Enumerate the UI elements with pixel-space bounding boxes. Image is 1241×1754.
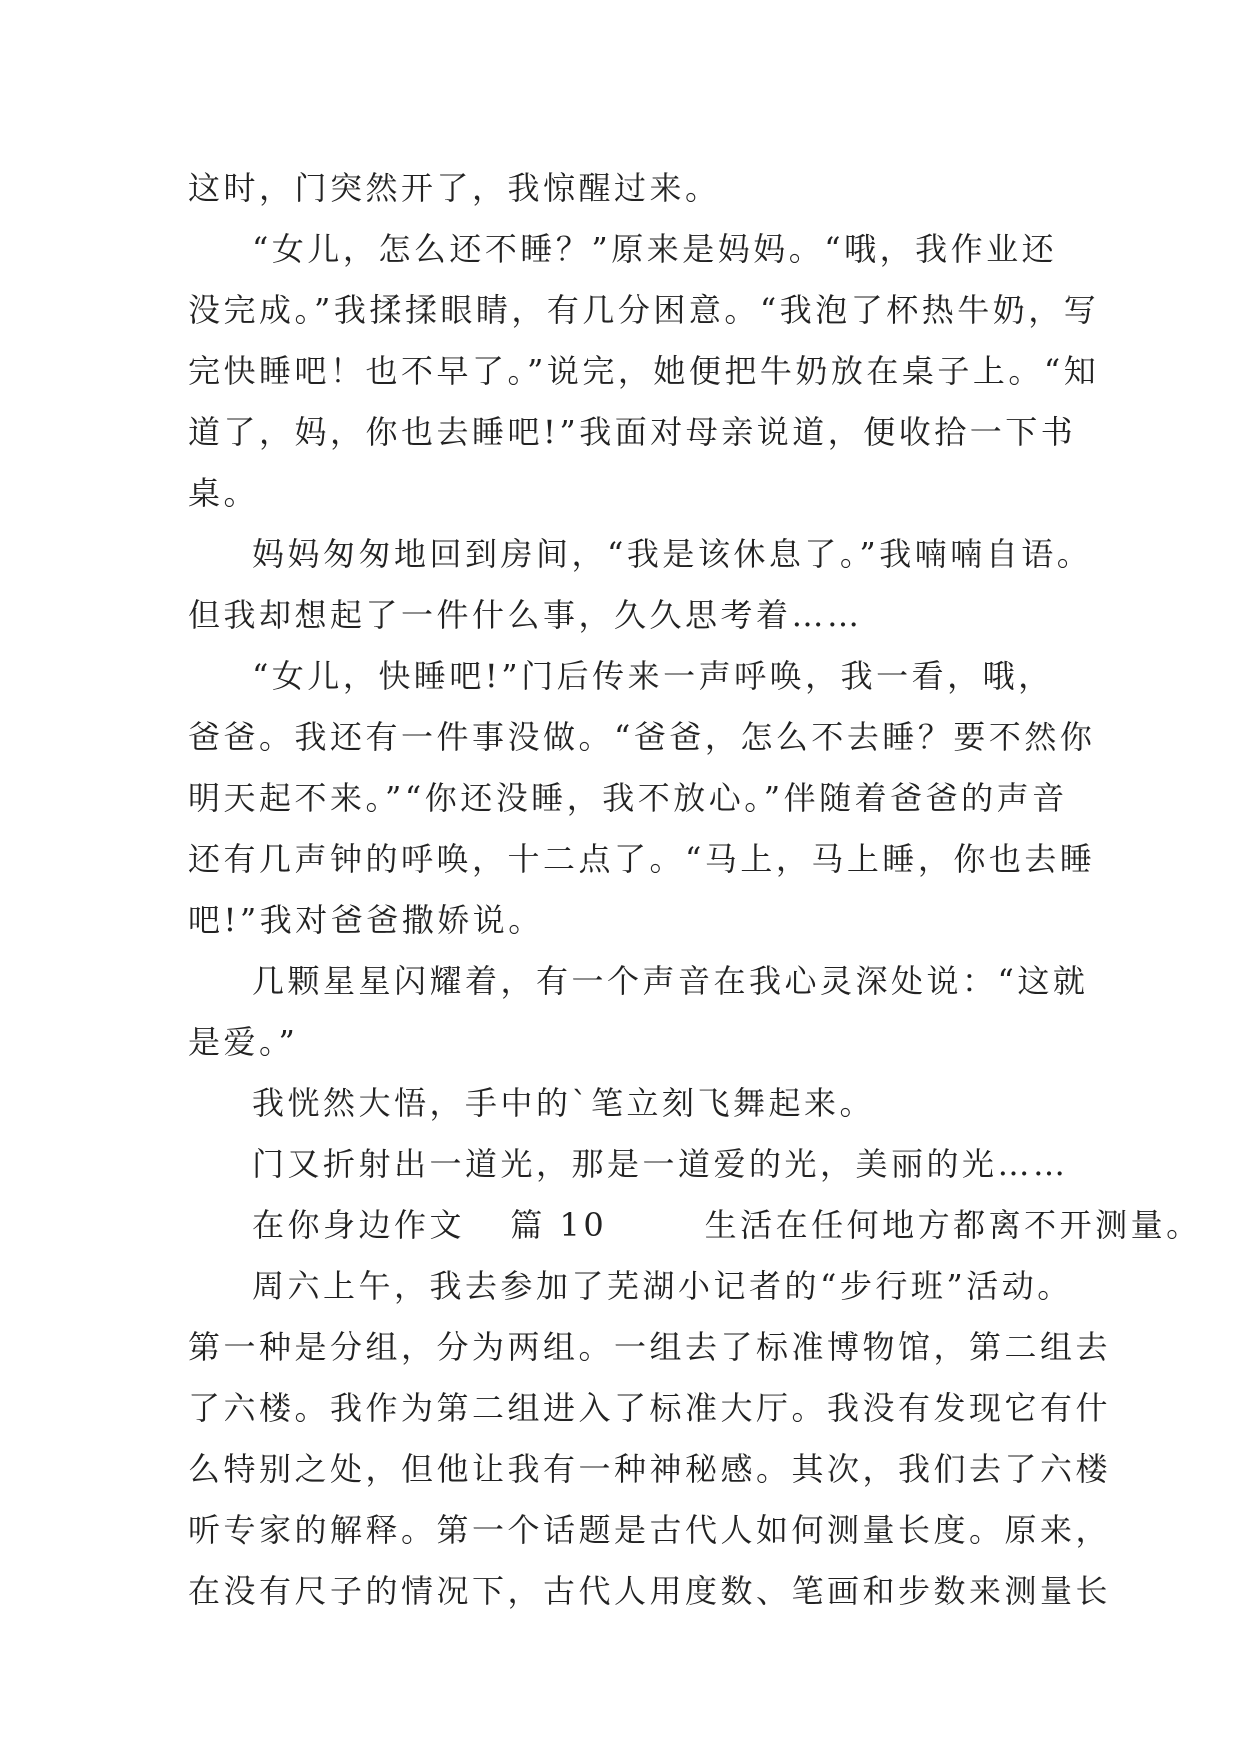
document-body — [188, 158, 1202, 1622]
section-heading-line — [188, 1195, 1202, 1256]
text-line: 道了，妈，你也去睡吧!”我面对母亲说道，便收拾一下书 — [188, 413, 1077, 451]
section-first-sentence: 生活在任何地方都离不开测量。 — [704, 1206, 1202, 1244]
text-line: 吧!”我对爸爸撒娇说。 — [188, 901, 544, 939]
text-line: 明天起不来。”“你还没睡，我不放心。”伴随着爸爸的声音 — [188, 779, 1068, 817]
section-number: 篇 10 — [510, 1206, 608, 1244]
text-line: 听专家的解释。第一个话题是古代人如何测量长度。原来， — [188, 1511, 1112, 1549]
text-line: 爸爸。我还有一件事没做。“爸爸，怎么不去睡？要不然你 — [188, 718, 1096, 756]
text-line: 几颗星星闪耀着，有一个声音在我心灵深处说：“这就 — [252, 962, 1089, 1000]
text-line: 桌。 — [188, 474, 260, 512]
text-line: 周六上午，我去参加了芜湖小记者的“步行班”活动。 — [252, 1267, 1073, 1305]
text-line: “女儿，快睡吧!”门后传来一声呼唤，我一看，哦， — [252, 657, 1054, 695]
text-line: 么特别之处，但他让我有一种神秘感。其次，我们去了六楼 — [188, 1450, 1112, 1488]
text-line: 我恍然大悟，手中的`笔立刻飞舞起来。 — [252, 1084, 876, 1122]
text-line: 第一种是分组，分为两组。一组去了标准博物馆，第二组去 — [188, 1328, 1112, 1366]
text-line: 是爱。” — [188, 1023, 299, 1061]
text-line: 在没有尺子的情况下，古代人用度数、笔画和步数来测量长 — [188, 1572, 1112, 1610]
text-line: 但我却想起了一件什么事，久久思考着…… — [188, 596, 863, 634]
text-line: 还有几声钟的呼唤，十二点了。“马上，马上睡，你也去睡 — [188, 840, 1096, 878]
text-line: 妈妈匆匆地回到房间，“我是该休息了。”我喃喃自语。 — [252, 535, 1093, 573]
text-line: “女儿，怎么还不睡？”原来是妈妈。“哦，我作业还 — [252, 230, 1058, 268]
text-line: 没完成。”我揉揉眼睛，有几分困意。“我泡了杯热牛奶，写 — [188, 291, 1100, 329]
section-title: 在你身边作文 — [252, 1206, 466, 1244]
text-line: 了六楼。我作为第二组进入了标准大厅。我没有发现它有什 — [188, 1389, 1112, 1427]
text-line: 这时，门突然开了，我惊醒过来。 — [188, 169, 721, 207]
text-line: 完快睡吧！也不早了。”说完，她便把牛奶放在桌子上。“知 — [188, 352, 1100, 390]
text-line: 门又折射出一道光，那是一道爱的光，美丽的光…… — [252, 1145, 1069, 1183]
